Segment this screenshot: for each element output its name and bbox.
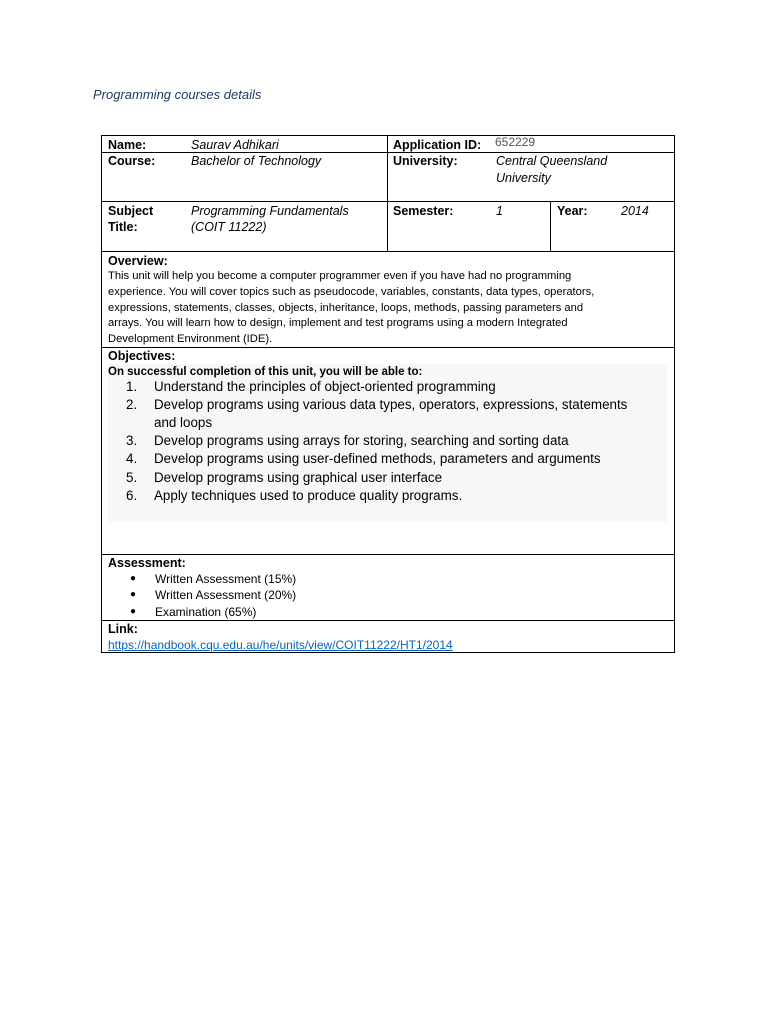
university-value-line1: Central Queensland	[496, 154, 608, 168]
assessment-item: ● Written Assessment (15%)	[130, 572, 297, 586]
row-subject	[102, 202, 674, 252]
course-label: Course:	[108, 154, 156, 168]
objective-item: 6. Apply techniques used to produce quality programs.	[126, 487, 463, 503]
handbook-link[interactable]: https://handbook.cqu.edu.au/he/units/view/COIT11222/HT1/2014	[108, 638, 453, 652]
row-link	[102, 621, 674, 654]
overview-line: experience. You will cover topics such as pseudocode, variables, constants, data types, operators,	[108, 285, 595, 298]
bullet-icon: ●	[130, 605, 137, 617]
objective-item: 3. Develop programs using arrays for storing, searching and sorting data	[126, 433, 569, 449]
application-id-label: Application ID:	[393, 138, 482, 152]
bullet-icon: ●	[130, 589, 137, 601]
overview-label: Overview:	[108, 254, 168, 268]
overview-text	[108, 269, 648, 348]
name-label: Name:	[108, 138, 147, 152]
application-id-value: 652229	[495, 135, 536, 149]
subject-label-line1: Subject	[108, 204, 154, 218]
bullet-icon: ●	[130, 573, 137, 584]
course-value: Bachelor of Technology	[191, 154, 322, 168]
page-heading: Programming courses details	[93, 87, 262, 102]
objectives-intro: On successful completion of this unit, you will be able to:	[108, 366, 423, 378]
objective-item: 4. Develop programs using user-defined methods, parameters and arguments	[126, 451, 601, 467]
assessment-label: Assessment:	[108, 556, 186, 570]
university-label: University:	[393, 154, 458, 168]
university-value-line2: University	[496, 171, 551, 185]
subject-value-line1: Programming Fundamentals	[191, 204, 349, 218]
row-assessment	[102, 555, 674, 621]
course-details-table	[101, 135, 675, 653]
assessment-item: ● Examination (65%)	[130, 604, 257, 619]
objective-item: 5. Develop programs using graphical user interface	[126, 469, 443, 485]
year-label: Year:	[557, 204, 588, 218]
overview-line: expressions, statements, classes, objects, inheritance, loops, methods, passing parameters and	[108, 301, 584, 314]
objective-item: 1. Understand the principles of object-oriented programming	[126, 379, 496, 394]
objectives-list	[126, 378, 646, 505]
assessment-item: ● Written Assessment (20%)	[130, 588, 297, 603]
subject-label-line2: Title:	[108, 220, 138, 234]
objective-item: 2. Develop programs using various data types, operators, expressions, statements and loops	[126, 397, 628, 430]
objectives-label: Objectives:	[108, 349, 176, 363]
row-name	[102, 136, 674, 153]
row-course	[102, 153, 674, 202]
row-overview	[102, 252, 674, 348]
assessment-list	[130, 571, 296, 620]
row-objectives	[102, 348, 674, 555]
link-label: Link:	[108, 622, 138, 636]
subject-value-line2: (COIT 11222)	[191, 220, 267, 234]
year-value: 2014	[621, 204, 649, 218]
semester-value: 1	[496, 204, 503, 218]
semester-label: Semester:	[393, 204, 454, 218]
overview-line: arrays. You will learn how to design, implement and test programs using a modern Integrated	[108, 317, 568, 330]
name-value: Saurav Adhikari	[191, 138, 279, 152]
overview-line: This unit will help you become a computer programmer even if you have had no programming	[108, 270, 572, 282]
overview-line: Development Environment (IDE).	[108, 333, 273, 346]
